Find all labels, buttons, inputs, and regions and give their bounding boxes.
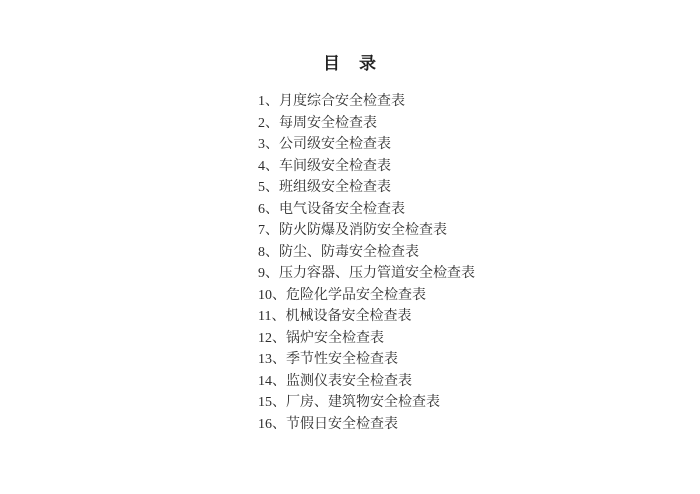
toc-item: 1、月度综合安全检查表 bbox=[258, 94, 405, 109]
toc-item: 10、危险化学品安全检查表 bbox=[258, 287, 426, 303]
toc-item: 14、监测仪表安全检查表 bbox=[258, 373, 412, 389]
toc-item: 7、防火防爆及消防安全检查表 bbox=[258, 223, 447, 238]
toc-item: 2、每周安全检查表 bbox=[258, 115, 377, 131]
toc-item: 4、车间级安全检查表 bbox=[258, 158, 391, 174]
toc-item: 15、厂房、建筑物安全检查表 bbox=[258, 395, 440, 410]
toc-item: 9、压力容器、压力管道安全检查表 bbox=[258, 266, 475, 281]
toc-list bbox=[258, 91, 558, 435]
toc-item: 13、季节性安全检查表 bbox=[258, 352, 398, 367]
toc-item: 8、防尘、防毒安全检查表 bbox=[258, 244, 419, 260]
toc-item: 3、公司级安全检查表 bbox=[258, 137, 391, 152]
page-title: 目 录 bbox=[323, 54, 377, 73]
toc-item: 6、电气设备安全检查表 bbox=[258, 201, 405, 217]
toc-item: 16、节假日安全检查表 bbox=[258, 416, 398, 432]
toc-item: 5、班组级安全检查表 bbox=[258, 180, 391, 195]
toc-item: 11、机械设备安全检查表 bbox=[258, 309, 412, 324]
toc-item: 12、锅炉安全检查表 bbox=[258, 330, 384, 346]
